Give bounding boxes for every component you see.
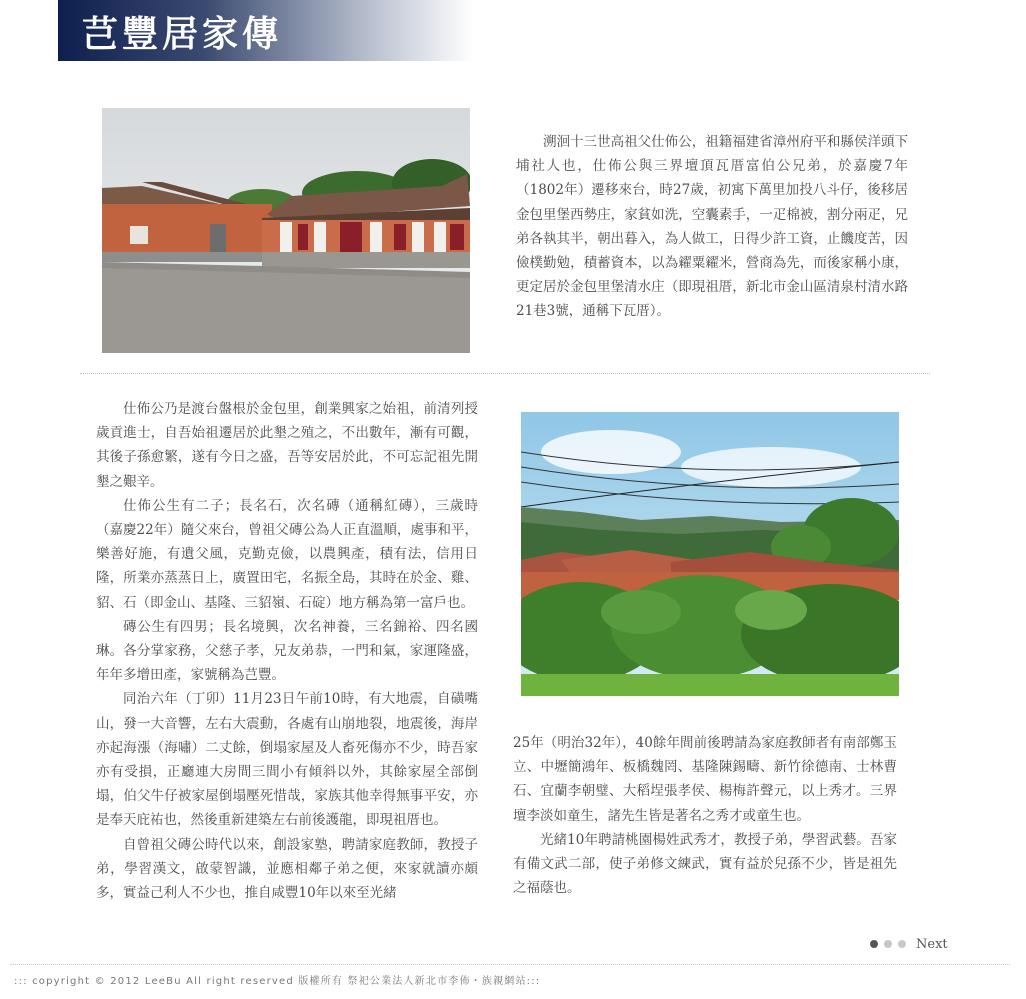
page-title: 芑豐居家傳 [82, 13, 283, 55]
next-link[interactable]: Next [916, 936, 948, 952]
pagination [870, 936, 948, 952]
left-column-text [96, 397, 478, 905]
rooftops-landscape-photo [521, 412, 899, 696]
page-dot-2[interactable] [884, 940, 892, 948]
footer-divider [10, 964, 1010, 965]
footer-copyright: ::: copyright © 2012 LeeBu All right reserved 版權所有 祭祀公業法人新北市李佈・族親網站::: [14, 976, 541, 987]
paragraph: 25年（明治32年），40餘年間前後聘請為家庭教師者有南部鄭玉立、中壢簡鴻年、板橋魏罔、基隆陳錫疇、新竹徐德南、士林曹石、宜蘭李朝璧、大稻埕張孝侯、楊梅許聲元，以上秀才。三界壇李淡如童生，諸先生皆是著名之秀才或童生也。 [513, 735, 897, 824]
paragraph: 仕佈公生有二子；長名石，次名磚（通稱紅磚），三歲時（嘉慶22年）隨父來台，曾祖父磚公為人正直溫順，處事和平，樂善好施，有遺父風，克勤克儉，以農興產，積有法，信用日隆，所業亦蒸蒸日上，廣置田宅，名振全島，其時在於金、雞、貂、石（即金山、基隆、三貂嶺、石碇）地方稱為第一富戶也。 [96, 497, 478, 611]
page-dot-3[interactable] [898, 940, 906, 948]
title-banner [58, 0, 474, 61]
paragraph: 仕佈公乃是渡台盤根於金包里，創業興家之始祖，前清列授歲貢進士，自吾始祖遷居於此墾之殖之，不出數年，漸有可觀，其後子孫愈繁，遂有今日之盛，吾等安居於此，不可忘記祖先開墾之艱辛。 [96, 401, 478, 490]
intro-text [516, 130, 908, 324]
paragraph: 光緒10年聘請桃園楊姓武秀才，教授子弟，學習武藝。吾家有備文武二部，使子弟修文練武，實有益於兒孫不少，皆是祖先之福蔭也。 [513, 831, 897, 897]
page-dot-1[interactable] [870, 940, 878, 948]
paragraph: 同治六年（丁卯）11月23日午前10時，有大地震，自磺嘴山，發一大音響，左右大震動，各處有山崩地裂，地震後，海岸亦起海漲（海嘯）二丈餘，倒塌家屋及人畜死傷亦不少，時吾家亦有受損，正廳連大房間三間小有傾斜以外，其餘家屋全部倒塌，伯父牛仔被家屋倒塌壓死惜哉，家族其他幸得無事平安，亦是奉天庇祐也，然後重新建築左右前後護龍，即現祖厝也。 [96, 691, 478, 829]
section-divider [80, 373, 930, 374]
ancestral-house-photo [102, 108, 470, 353]
ancestral-house-illustration [102, 108, 470, 353]
paragraph: 溯洄十三世高祖父仕佈公，祖籍福建省漳州府平和縣侯洋頭下埔社人也，仕佈公與三界壇頂瓦厝富伯公兄弟，於嘉慶7年（1802年）遷移來台，時27歲，初寓下萬里加投八斗仔，後移居金包里堡西勢庄，家貧如洗，空囊素手，一疋棉被，割分兩疋，兄弟各執其半，朝出暮入，為人做工，日得少許工資，止饑度苦，因儉樸勤勉，積蓄資本，以為糴粟糴米，營商為先，而後家稱小康，更定居於金包里堡清水庄（即現祖厝，新北市金山區清泉村清水路21巷3號，通稱下瓦厝）。 [516, 134, 908, 320]
right-column-text [513, 731, 897, 900]
rooftops-landscape-illustration [521, 412, 899, 696]
paragraph: 自曾祖父磚公時代以來，創設家塾，聘請家庭教師，教授子弟，學習漢文，啟蒙智識，並應相鄰子弟之便，來家就讀亦頗多，實益己利人不少也，推自咸豐10年以來至光緒 [96, 836, 478, 902]
paragraph: 磚公生有四男；長名境興，次名神養，三名錦裕、四名國琳。各分掌家務，父慈子孝，兄友弟恭，一門和氣，家運隆盛，年年多增田產，家號稱為芑豐。 [96, 618, 478, 684]
